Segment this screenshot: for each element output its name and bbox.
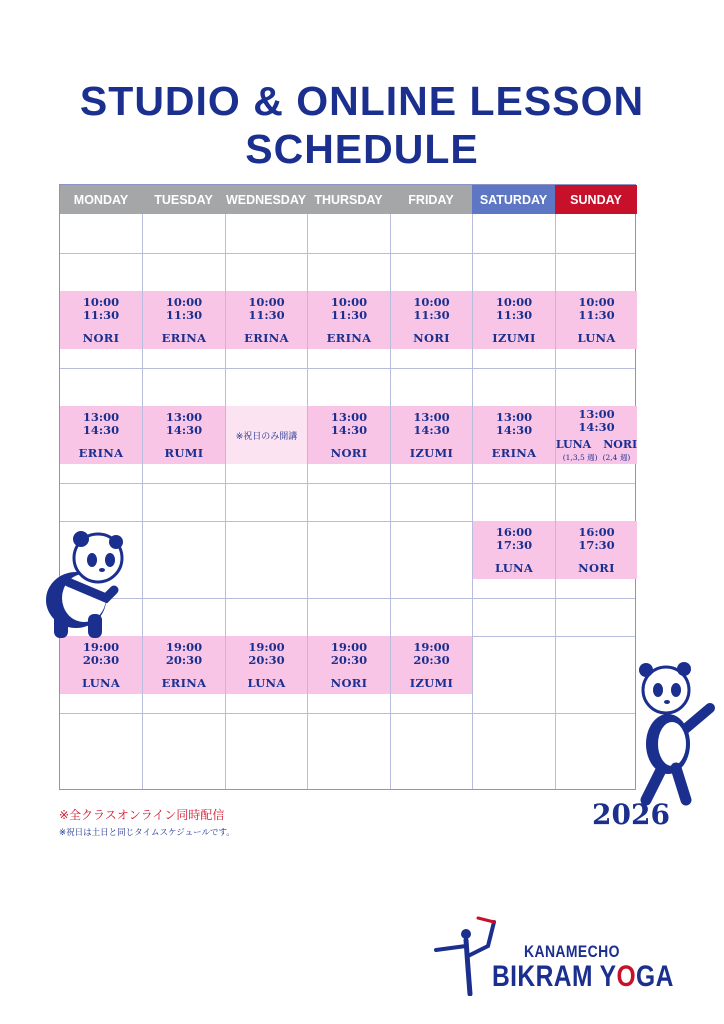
header-saturday: SATURDAY [472, 185, 555, 214]
header-wednesday: WEDNESDAY [225, 185, 307, 214]
header-tuesday: TUESDAY [142, 185, 225, 214]
grid-line [60, 713, 635, 714]
studio-logo [432, 916, 702, 996]
class-cell-friday-1900: 19:00 20:30 IZUMI [391, 636, 472, 694]
holiday-notice: ※祝日は土日と同じタイムスケジュールです。 [59, 828, 235, 838]
title-line-1: STUDIO & ONLINE LESSON [79, 78, 645, 124]
header-monday: MONDAY [60, 185, 142, 214]
online-notice: ※全クラスオンライン同時配信 [59, 808, 225, 822]
class-cell-tuesday-1900: 19:00 20:30 ERINA [143, 636, 225, 694]
class-cell-sunday-1300: 13:00 14:30 LUNA NORI (1,3,5 週) (2,4 週) [556, 406, 637, 464]
class-cell-friday-1300: 13:00 14:30 IZUMI [391, 406, 472, 464]
class-cell-saturday-1000: 10:00 11:30 IZUMI [473, 291, 555, 349]
holiday-only-cell [226, 406, 307, 464]
header-sunday: SUNDAY [555, 185, 637, 214]
grid-line [60, 368, 635, 369]
class-cell-sunday-1000: 10:00 11:30 LUNA [556, 291, 637, 349]
sunday-instructor-a: LUNA [555, 437, 592, 451]
class-cell-monday-1300: 13:00 14:30 ERINA [60, 406, 142, 464]
grid-line [60, 253, 635, 254]
class-cell-saturday-1600: 16:00 17:30 LUNA [473, 521, 555, 579]
sunday-weeks-b: (2,4 週) [602, 452, 631, 462]
class-cell-tuesday-1300: 13:00 14:30 RUMI [143, 406, 225, 464]
header-friday: FRIDAY [390, 185, 472, 214]
class-cell-thursday-1300: 13:00 14:30 NORI [308, 406, 390, 464]
class-cell-sunday-1600: 16:00 17:30 NORI [556, 521, 637, 579]
class-cell-wednesday-1000: 10:00 11:30 ERINA [226, 291, 307, 349]
header-thursday: THURSDAY [307, 185, 390, 214]
logo-text-top: KANAMECHO [524, 942, 620, 961]
class-cell-saturday-1300: 13:00 14:30 ERINA [473, 406, 555, 464]
panda-left-icon [28, 528, 128, 640]
sunday-instructor-b: NORI [603, 437, 638, 451]
class-cell-thursday-1900: 19:00 20:30 NORI [308, 636, 390, 694]
class-cell-wednesday-1900: 19:00 20:30 LUNA [226, 636, 307, 694]
class-cell-tuesday-1000: 10:00 11:30 ERINA [143, 291, 225, 349]
holiday-only-note: ※祝日のみ開講 [235, 431, 298, 442]
title-line-2: SCHEDULE [245, 126, 479, 172]
grid-line [60, 598, 635, 599]
logo-text-bottom: BIKRAM YOGA [492, 960, 674, 993]
grid-line [60, 483, 635, 484]
class-cell-thursday-1000: 10:00 11:30 ERINA [308, 291, 390, 349]
sunday-weeks-a: (1,3,5 週) [562, 452, 598, 462]
class-cell-monday-1000: 10:00 11:30 NORI [60, 291, 142, 349]
class-cell-friday-1000: 10:00 11:30 NORI [391, 291, 472, 349]
class-cell-monday-1900: 19:00 20:30 LUNA [60, 636, 142, 694]
year-label: 2026 [592, 798, 670, 831]
panda-right-icon [632, 660, 718, 820]
schedule-table [59, 184, 636, 790]
